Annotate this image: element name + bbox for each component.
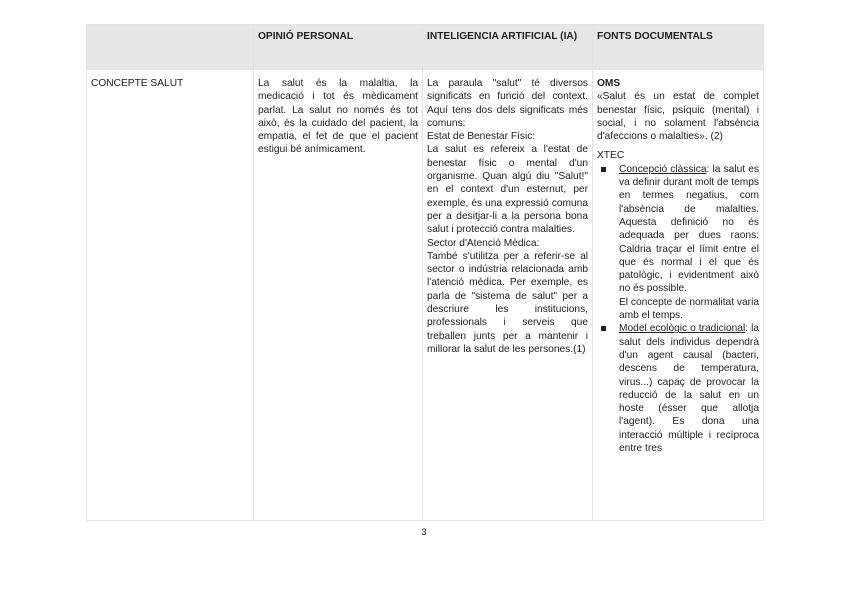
xtec-list [597, 163, 759, 456]
concepcio-classica-text: : la salut es va definir durant molt de temps en termes negatius, com l'absència de malalties. Aquesta definició no és adequada per dues raons: Caldria traçar el límit entre el que és normal i el que és patològic, i evidentment això no és possible. [619, 163, 760, 295]
opinio-personal-cell [254, 70, 423, 521]
ia-intro-text: La paraula "salut" té diversos significats en funció del context. Aquí tens dos dels significats més comuns: [427, 78, 588, 129]
list-item [597, 322, 759, 455]
square-bullet-icon [601, 326, 606, 331]
table-header-row [87, 25, 764, 70]
row-label-concepte-salut: CONCEPTE SALUT [87, 70, 254, 521]
fonts-documentals-cell [593, 70, 764, 521]
ia-section-title-atencio: Sector d'Atenció Mèdica: [427, 237, 540, 249]
page-number: 3 [421, 527, 427, 537]
ia-cell [423, 70, 593, 521]
model-ecologic-text: : la salut dels individus dependrà d'un agent causal (bacteri, descens de temperatura, virus...) capaç de provocar la reducció de la salut en un hoste (ésser que allotja l'agent). Es dona una interacció múltiple i recíproca entre tres [619, 323, 759, 455]
header-empty-cell [87, 25, 254, 70]
ia-section-title-benestar: Estat de Benestar Físic: [427, 131, 536, 143]
table-row [87, 70, 764, 521]
concepcio-classica-extra: El concepte de normalitat varia amb el temps. [619, 296, 759, 322]
square-bullet-icon [601, 167, 606, 172]
oms-definition: «Salut és un estat de complet benestar físic, psíquic (mental) i social, i no solament l'absència d'afeccions o malalties». (2) [597, 91, 759, 143]
header-inteligencia-artificial: INTELIGENCIA ARTIFICIAL (IA) [423, 25, 593, 70]
oms-title: OMS [597, 78, 621, 89]
model-ecologic-term: Model ecològic o tradicional [619, 323, 746, 335]
list-item [597, 163, 759, 323]
concepcio-classica-term: Concepció clàssica [619, 163, 707, 175]
header-opinio-personal: OPINIÓ PERSONAL [254, 25, 423, 70]
ia-section-body-benestar: La salut es refereix a l'estat de benestar físic o mental d'un organisme. Quan algú diu "Salut!" en el context d'un esternut, per exemple, és una expressió comuna per a desitjar-li a la persona bona salut i protecció contra malalties. [427, 144, 588, 236]
header-fonts-documentals: FONTS DOCUMENTALS [593, 25, 764, 70]
concept-table [86, 24, 764, 521]
ia-section-body-atencio: També s'utilitza per a referir-se al sector o indústria relacionada amb l'atenció mèdica. Per exemple, es parla de "sistema de salut" per a descriure les institucions, professionals i serveis que treballen junts per a mantenir i millorar la salut de les persones.(1) [427, 250, 588, 355]
opinio-personal-text: La salut és la malaltia, la medicació i tot és mèdicament parlat. La salut no només és tot això, és la cuidado del pacient, la empatia, el fet de que el pacient estigui bé anímicament. [258, 78, 418, 156]
xtec-title: XTEC [597, 150, 625, 162]
